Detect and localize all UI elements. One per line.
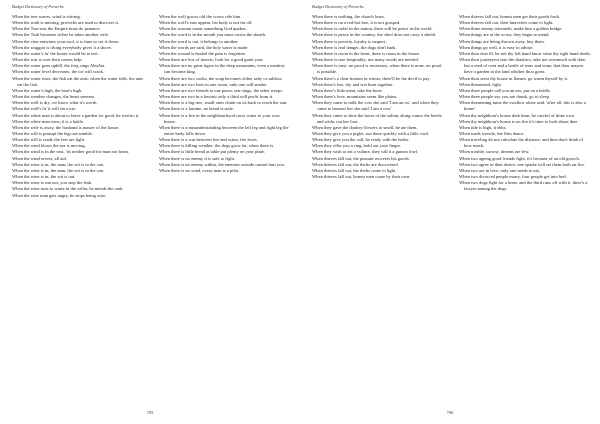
proverb-entry: When the well's fu' it will rin owre. bbox=[12, 106, 77, 112]
proverb-entry: When the wine is in, the man, the wit is in the can. bbox=[12, 161, 105, 167]
column-right bbox=[159, 14, 291, 174]
proverb-entry: When the wine is in, the man, the wit is in the can. bbox=[12, 167, 105, 173]
proverb-entry: When the wound is healed the pain is forgotten. bbox=[159, 50, 246, 56]
proverb-entry: When there is on a red-hot hoe, it is not grasped. bbox=[312, 20, 401, 26]
proverb-entry: When they came to shoe the horse of the sultan, along comes the beetle and sticks out her foot. bbox=[312, 112, 442, 124]
proverb-entry: When they gave the donkey flowers to smell, he ate them. bbox=[312, 124, 418, 130]
proverb-entry: When the words are said, the holy water is made. bbox=[159, 44, 249, 50]
proverb-entry: When two are in love, only one needs to eat. bbox=[459, 167, 540, 173]
proverb-entry: When the wind serves, all aid. bbox=[12, 155, 67, 161]
proverb-entry: When things are at the worst, they begin to mend. bbox=[459, 32, 550, 38]
proverb-entry: When thou dost ill, let not thy left hand know what thy right hand doeth. bbox=[459, 50, 591, 56]
proverb-entry: When they give you a piglet, run there quickly with a little cord. bbox=[312, 130, 429, 136]
proverb-entry: When two dogs fight for a bone, and the third runs off with it, there's a lawyer among the dogs. bbox=[459, 180, 588, 192]
proverb-entry: When threatened, fight. bbox=[459, 81, 502, 87]
proverb-entry: When there is no enemy it is safe to fight. bbox=[159, 155, 236, 161]
proverb-entry: When there is poverty, loyalty is suspect. bbox=[312, 38, 387, 44]
proverb-entry: When thou seest thy house in flames, go warm thyself by it. bbox=[459, 75, 568, 81]
proverb-entry: When they came to milk the cow she said 'I am an ox', and when they came to harness her she said 'I am a cow'. bbox=[312, 100, 439, 112]
proverb-entry: When there's little meat, take the bone. bbox=[312, 87, 383, 93]
proverb-entry: When there are two friends to one purse, one sings, the other weeps. bbox=[159, 87, 284, 93]
proverb-entry: When the white man wins, it is a battle. bbox=[12, 118, 84, 124]
running-head: Budget Dictionary of Proverbs bbox=[12, 4, 64, 9]
proverb-entry: When thy neighbour's house is on fire it's time to look about thee. bbox=[459, 118, 579, 124]
proverb-entry: When the wolf grows old the crows ride him. bbox=[159, 14, 242, 19]
proverb-entry: When the water rises, the fish eat the ants; when the water falls, the ants eat the fish. bbox=[12, 75, 144, 87]
proverb-entry: When the wine is run out, you stop the leak. bbox=[12, 180, 93, 186]
proverb-entry: When toads wrestle, the flies dance. bbox=[459, 130, 525, 136]
proverb-entry: When the water's fu' the bones would be at rest. bbox=[12, 50, 99, 56]
proverb-entry: When the wine runs to waste in the cellar, he mends the cask. bbox=[12, 186, 124, 192]
proverb-entry: When the vine entwines your roof, it is time to cut it down. bbox=[12, 38, 120, 44]
page-number: 706 bbox=[446, 410, 454, 415]
proverb-entry: When the word is out, it belongs to another. bbox=[159, 38, 239, 44]
proverb-entry: When thieves fall out, the peasant recovers his goods. bbox=[312, 155, 410, 161]
proverb-entry: When the will is ready the feet are light. bbox=[12, 137, 86, 143]
proverb-entry: When thieves fall out, the thefts come to light. bbox=[312, 167, 397, 173]
proverb-entry: When two agree in their desire, one sparke will set them both on fire. bbox=[459, 161, 585, 167]
proverb-entry: When there's a clear bottom in winter, there'll be the devil to pay. bbox=[312, 75, 431, 81]
proverb-entry: When the weather changes, the beast sneezes. bbox=[12, 94, 96, 100]
page-number: 705 bbox=[146, 410, 154, 415]
proverb-entry: When the truth is missing, proverbs are used to discover it. bbox=[12, 20, 120, 26]
proverb-entry: When thy neighbour's house doth burn, be careful of thine own. bbox=[459, 112, 575, 118]
proverb-entry: When threatening mine the swallow alone said, 'after all, this is also a home'. bbox=[459, 100, 586, 112]
proverb-entry: When thine enemy retreateth, make him a golden bridge. bbox=[459, 26, 563, 32]
text-columns bbox=[312, 14, 594, 406]
proverb-entry: When they offer you a ring, hold out your finger. bbox=[312, 143, 401, 149]
right-page bbox=[300, 0, 600, 424]
column-left bbox=[312, 14, 444, 180]
proverb-entry: When thou journeyest into the shadows, take not overmuch with thee, but a seed of corn and a bottle of tears and wine; that thou mayest have a garden in the land whither thou goest. bbox=[459, 57, 587, 75]
proverb-entry: When the wind is in the east, 'tis neither good for man nor beast. bbox=[12, 149, 130, 155]
column-right bbox=[459, 14, 591, 193]
proverb-entry: When things go well, it is easy to advise. bbox=[459, 44, 534, 50]
proverb-entry: When traveling do not calculate the distance, and then don't think of how much. bbox=[459, 137, 584, 149]
proverb-entry: When there is no wind, every man is a pilot. bbox=[159, 167, 240, 173]
proverb-entry: When thieves fall out, honest men come by their own. bbox=[312, 174, 411, 180]
proverb-entry: When thieves fall out, the thefts are discovered. bbox=[312, 161, 399, 167]
proverb-entry: When there are two cooks, the soup becomes either salty or saltless. bbox=[159, 75, 283, 81]
proverb-entry: When the wine is in, the wit is out. bbox=[12, 174, 76, 180]
running-head: Budget Dictionary of Proverbs bbox=[312, 4, 364, 9]
proverb-entry: When there are lots of insects, look for a good grain year. bbox=[159, 57, 264, 63]
proverb-entry: When the white man is about to leave a garden for good, he wrecks it. bbox=[12, 112, 140, 118]
proverb-entry: When there is a big tree, small ones climb on its back to reach the sun. bbox=[159, 100, 288, 106]
proverb-entry: When the tree waves, wind is stirring. bbox=[12, 14, 81, 19]
proverb-entry: When there is little bread at table put plenty on your plate. bbox=[159, 149, 266, 155]
proverb-entry: When the wolf's ears appear, his body is not far off. bbox=[159, 20, 253, 26]
proverb-entry: When there is order in the nation, there will be peace in the world. bbox=[312, 26, 433, 32]
proverb-entry: When there is a famine, no bread is stale. bbox=[159, 106, 234, 112]
proverb-entry: When they give you the calf, be ready with the halter. bbox=[312, 137, 410, 143]
proverb-entry: When there is no enemy within, the enemies outside cannot hurt you. bbox=[159, 161, 285, 167]
proverb-entry: When the woman wants something God quakes. bbox=[159, 26, 247, 32]
proverb-entry: When trouble, sorrow, dreams are few. bbox=[459, 149, 530, 155]
proverb-entry: When there is killing weather, the dogs grow fat, when there is. bbox=[159, 143, 275, 149]
proverb-entry: When three people call you an ass, put on a bridle. bbox=[459, 87, 551, 93]
proverb-entry: When there is a war between fire and water, fire loses. bbox=[159, 137, 258, 143]
proverb-entry: When two divorced people marry, four people get into bed. bbox=[459, 174, 567, 180]
proverb-entry: When tide is high, it ebbs. bbox=[459, 124, 507, 130]
proverb-entry: When two ageing good friends fight, it's because of an old grouch. bbox=[459, 155, 580, 161]
proverb-entry: When the war is over then comes help. bbox=[12, 57, 83, 63]
proverb-entry: When the wind blows the sea is moving. bbox=[12, 143, 86, 149]
proverb-entry: When there is nothing, the church loses. bbox=[312, 14, 385, 19]
proverb-entry: When there is true hospitality, not many words are needed. bbox=[312, 57, 419, 63]
proverb-entry: When there are no great tigers in the deep mountains, even a monkey can become king. bbox=[159, 63, 285, 75]
proverb-entry: When thieves fall out, their knaveries come to light. bbox=[459, 20, 554, 26]
proverb-entry: When the water goes uphill, the frog sings AbuAta. bbox=[12, 63, 106, 69]
proverb-entry: When the water level decreases, the ice will crack. bbox=[12, 69, 104, 75]
proverb-entry: When three people say you are drunk, go to sleep. bbox=[459, 94, 551, 100]
proverb-entry: When there is real danger, the dogs don't bark. bbox=[312, 44, 397, 50]
proverb-entry: When the water's high, the boat's high. bbox=[12, 87, 83, 93]
proverb-entry: When there is a misunderstanding between the left leg and right leg the entire body falls down. bbox=[159, 124, 289, 136]
proverb-entry: When the Turk becomes richer he takes another wife. bbox=[12, 32, 110, 38]
proverb-entry: When there's fire, dry and wet burn together. bbox=[312, 81, 394, 87]
proverb-entry: When there is a fire in the neighbourhood carry water to your own house. bbox=[159, 112, 280, 124]
proverb-entry: When the Tsar sins the Empire must do penance. bbox=[12, 26, 101, 32]
proverb-entry: When the will is prompt the legs are nimble. bbox=[12, 130, 93, 136]
proverb-entry: When there's love, mountains seem like plains. bbox=[312, 94, 398, 100]
proverb-entry: When the waggon is tilting everybody gives it a shove. bbox=[12, 44, 113, 50]
proverb-entry: When they wish to eat a vulture, they call it a guinea fowl. bbox=[312, 149, 419, 155]
proverb-entry: When there are two in a lawsuit only a third will profit from it. bbox=[159, 94, 274, 100]
proverb-entry: When there is trust, no proof is necessary; when there is none, no proof is possible. bbox=[312, 63, 442, 75]
proverb-entry: When the wife is away, the husband is master of the house. bbox=[12, 124, 120, 130]
column-left bbox=[12, 14, 144, 199]
proverb-entry: When the wise man gets angry, he stops being wise. bbox=[12, 192, 107, 198]
proverb-entry: When there are two fires in one room, only one will smoke. bbox=[159, 81, 268, 87]
proverb-entry: When there is peace in the country, the chief does not carry a shield. bbox=[312, 32, 437, 38]
proverb-entry: When the well is dry, we know what it's worth. bbox=[12, 100, 98, 106]
proverb-entry: When the word is in the mouth you must caress the sheath. bbox=[159, 32, 267, 38]
proverb-entry: When thieves fall out, honest men get their goods back. bbox=[459, 14, 561, 19]
proverb-entry: When things are being thrown away, buy them. bbox=[459, 38, 545, 44]
proverb-entry: When there is room in the heart, there is room in the house. bbox=[312, 50, 421, 56]
text-columns bbox=[12, 14, 294, 406]
